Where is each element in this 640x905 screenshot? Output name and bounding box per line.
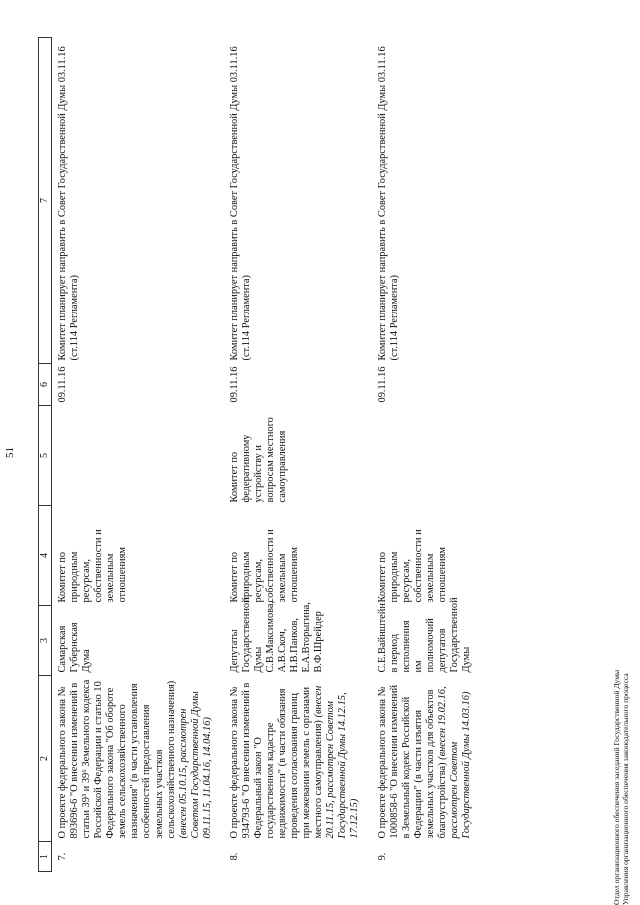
planned-action: Комитет планирует направить в Совет Государственной Думы 03.11.16 (ст.114 Регламента) [228, 46, 252, 361]
footer [612, 670, 630, 905]
bill-description [224, 676, 372, 842]
planned-action: Комитет планирует направить в Совет Государственной Думы 03.11.16 (ст.114 Регламента) [376, 46, 400, 361]
review-date: 09.11.16 [57, 366, 68, 403]
bill-note: (внесен 05.10.15, рассмотрен Советом Государственной Думы 09.11.15, 11.04.16, 14.04.16) [177, 691, 213, 839]
bill-body: "О внесении изменений в Земельный кодекс Российской Федерации" (в части изъятия земельных участков для объектов благоустройства) [388, 684, 448, 839]
footer-department: Отдел организационного обеспечения заседаний Государственной Думы [612, 669, 621, 905]
bill-title: О проекте федерального закона № 934793-6 [228, 686, 252, 839]
co-committee [372, 406, 484, 506]
review-date: 09.11.16 [376, 366, 388, 403]
column-header-7: 7 [39, 38, 52, 364]
bill-title: О проекте федерального закона № 1000858-6 [376, 686, 400, 839]
column-header-4: 4 [39, 506, 52, 606]
responsible-committee: Комитет по природным ресурсам, собственности и земельным отношениям [57, 529, 129, 603]
table-row [372, 38, 484, 872]
review-date: 09.11.16 [228, 366, 240, 403]
table-row [224, 38, 372, 872]
bill-author: С.Е.Вайнштейн в период исполнения им полномочий депутатов Государственной Думы [376, 597, 472, 673]
bill-description [372, 676, 484, 842]
column-header-2: 2 [39, 676, 52, 842]
footer-directorate: Управления организационного обеспечения законодательного процесса [621, 673, 631, 905]
bills-table [38, 37, 483, 872]
column-header-1: 1 [39, 842, 52, 872]
bill-author: Депутаты Государственной Думы С.В.Максимова, А.В.Скоч, Н.В.Панков, Е.А.Вторыгина, В.Ф.Шрейдер [228, 597, 325, 673]
co-committee: Комитет по федеративному устройству и вопросам местного самоуправления [228, 417, 289, 503]
row-number: 7. [57, 852, 68, 861]
bill-title: О проекте федерального закона № 893696-6 [57, 686, 81, 839]
co-committee [52, 406, 224, 506]
bill-description [52, 676, 224, 842]
column-header-6: 6 [39, 364, 52, 406]
bill-note: (внесен 19.02.16, рассмотрен Советом Государственной Думы 14.03.16) [436, 686, 472, 839]
bill-author: Самарская Губернская Дума [57, 622, 93, 673]
table-header [39, 38, 52, 872]
bill-body: "О внесении изменений в статьи 39³ и 39⁶ Земельного кодекса Российской Федерации и статью 10 Федерального закона "Об обороте земель сельскохозяйственного назначения" (в части установления особенностей предоставления земельных участков сельскохозяйственного назначения) [69, 679, 177, 839]
column-header-5: 5 [39, 406, 52, 506]
responsible-committee: Комитет по природным ресурсам, собственности и земельным отношениям [376, 529, 448, 603]
row-number: 8. [228, 852, 240, 861]
page-number: 51 [4, 447, 16, 458]
responsible-committee: Комитет по природным ресурсам, собственности и земельным отношениям [228, 529, 301, 603]
bill-body: "О внесении изменений в Федеральный закон "О государственном кадастре недвижимости" (в части обязания проведения согласования границ при межевании земель с органами местного самоуправления) [240, 682, 325, 839]
column-header-3: 3 [39, 606, 52, 676]
row-number: 9. [376, 852, 388, 861]
bill-note: (внесен 20.11.15, рассмотрен Советом Государственной Думы 14.12.15, 17.12.15) [313, 685, 361, 839]
table-row [52, 38, 224, 872]
planned-action: Комитет планирует направить в Совет Государственной Думы 03.11.16 (ст.114 Регламента) [57, 46, 81, 361]
